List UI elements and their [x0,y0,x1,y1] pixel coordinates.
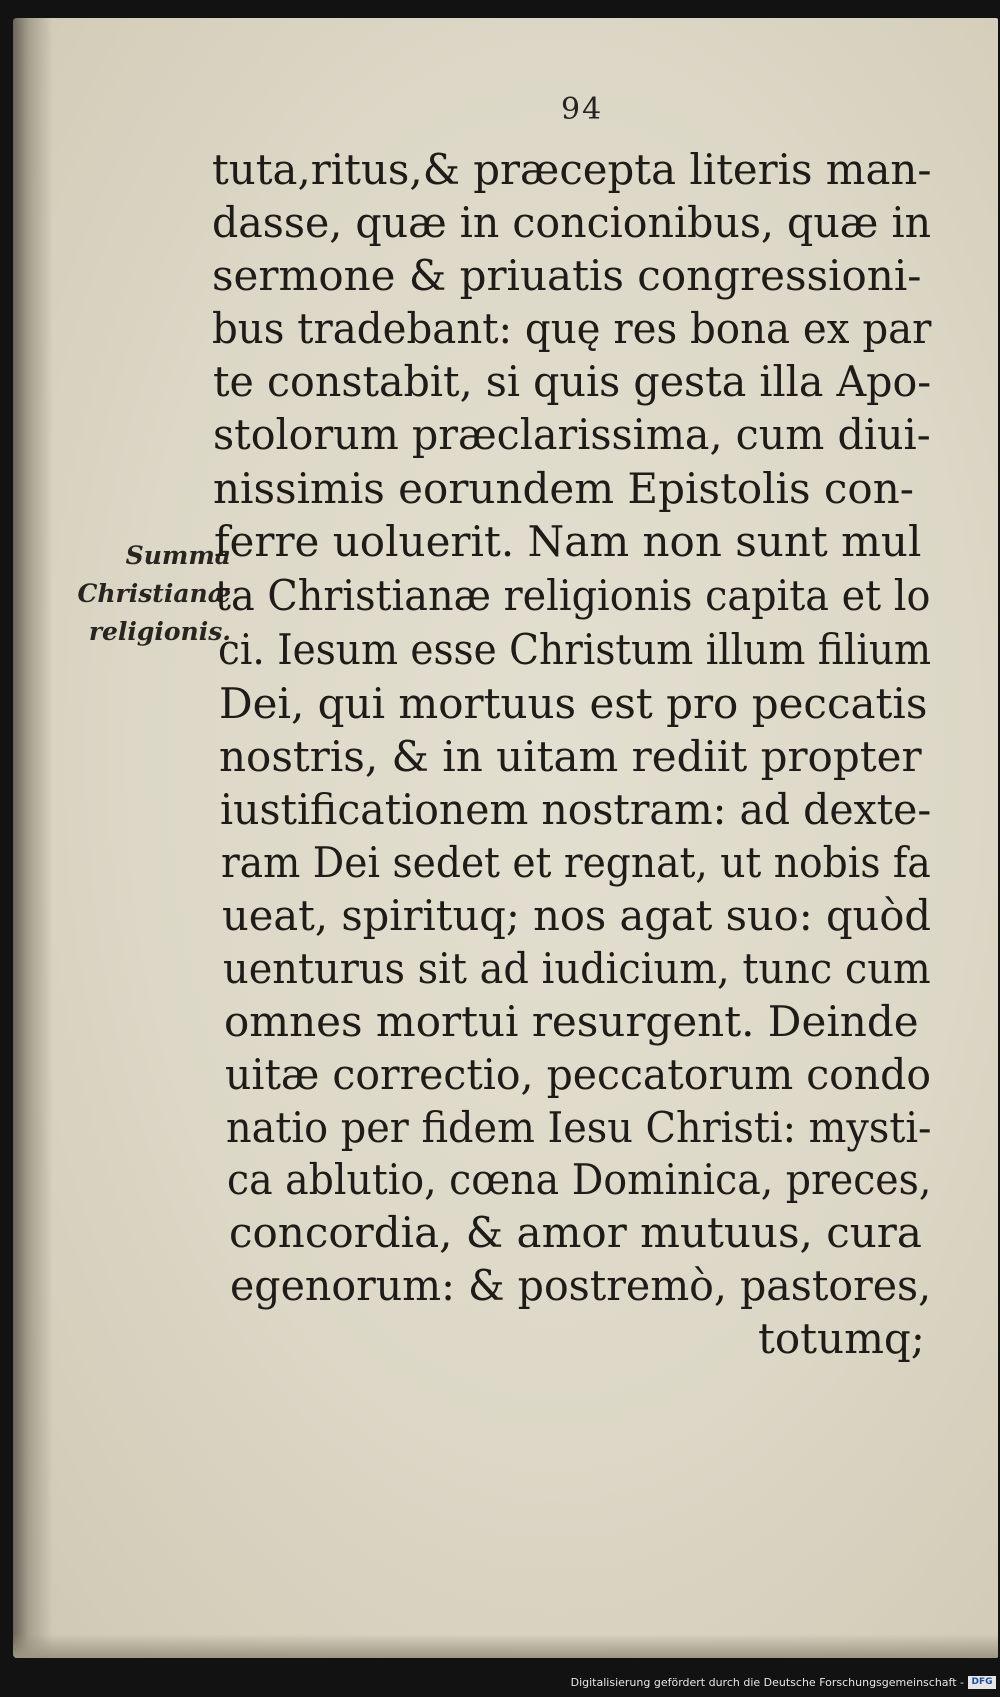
text-line: ueat, spirituq; nos agat suo: quòd [222,891,931,940]
text-line: ci. Iesum esse Christum illum filium [218,625,932,674]
digitization-credit [571,1670,996,1694]
text-line: stolorum præclarissima, cum diui- [213,410,931,459]
text-line: nostris, & in uitam rediit propter [219,732,922,781]
text-line: natio per fidem Iesu Christi: mysti- [226,1103,932,1152]
text-line: ta Christianæ religionis capita et lo [215,571,931,620]
text-line: tuta,ritus,& præcepta literis man- [212,145,932,194]
text-line: ram Dei sedet et regnat, ut nobis fa [221,838,931,887]
text-line: Dei, qui mortuus est pro peccatis [219,679,928,728]
text-line: totumq; [758,1314,925,1363]
text-line: iustificationem nostram: ad dexte- [220,785,932,834]
text-line: ferre uoluerit. Nam non sunt mul [214,517,922,566]
text-line: nissimis eorundem Epistolis con- [213,464,914,513]
text-line: sermone & priuatis congressioni- [212,251,922,300]
dfg-logo-icon: DFG [968,1676,996,1689]
credit-text: Digitalisierung gefördert durch die Deutsche Forschungsgemeinschaft - [570,1675,964,1689]
text-line: egenorum: & postremò, pastores, [230,1261,932,1310]
text-line: dasse, quæ in concionibus, quæ in [212,198,932,247]
text-line: concordia, & amor mutuus, cura [229,1208,922,1257]
text-line: omnes mortui resurgent. Deinde [224,997,919,1046]
text-line: te constabit, si quis gesta illa Apo- [213,357,932,406]
page-number: 94 [561,92,604,127]
text-line: bus tradebant: quę res bona ex par [212,304,932,353]
marginal-note-line: Summa [125,541,231,570]
text-line: uenturus sit ad iudicium, tunc cum [223,944,931,993]
text-line: ca ablutio, cœna Dominica, preces, [227,1155,932,1204]
text-line: uitæ correctio, peccatorum condo [225,1050,932,1099]
body-text [13,18,998,1658]
book-page [13,18,998,1658]
marginal-note-line: Christianæ [77,579,231,608]
marginal-note-line: religionis. [88,617,231,646]
